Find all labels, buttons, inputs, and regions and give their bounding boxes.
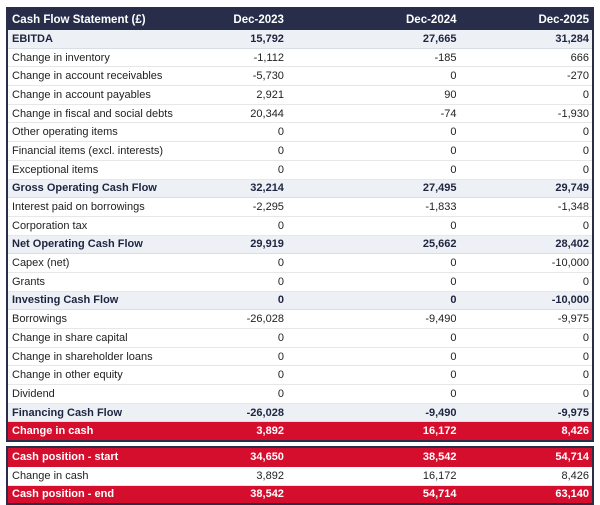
- row-value: 31,284: [460, 30, 593, 48]
- row-value: 29,919: [198, 235, 287, 254]
- row-value: -9,490: [287, 403, 460, 422]
- row-value: 0: [287, 366, 460, 385]
- row-value: 28,402: [460, 235, 593, 254]
- row-value: 0: [460, 347, 593, 366]
- row-label: Cash position - end: [7, 485, 198, 504]
- cash-flow-statement-table: [6, 7, 594, 442]
- row-value: 0: [287, 142, 460, 161]
- cash-flow-rows: [7, 30, 593, 441]
- row-value: 32,214: [198, 179, 287, 198]
- row-value: -9,975: [460, 403, 593, 422]
- row-label: Exceptional items: [7, 160, 198, 179]
- row-value: 2,921: [198, 86, 287, 105]
- row-label: Change in share capital: [7, 329, 198, 348]
- row-value: 0: [198, 160, 287, 179]
- table-row: [7, 160, 593, 179]
- row-label: Grants: [7, 272, 198, 291]
- column-header-dec-2024: Dec-2024: [287, 8, 460, 30]
- row-label: Change in cash: [7, 466, 198, 485]
- row-value: 25,662: [287, 235, 460, 254]
- row-value: 0: [287, 216, 460, 235]
- row-value: -1,833: [287, 198, 460, 217]
- table-row: [7, 447, 593, 466]
- row-value: 0: [460, 86, 593, 105]
- table-row: [7, 310, 593, 329]
- row-value: 8,426: [460, 466, 593, 485]
- row-value: -2,295: [198, 198, 287, 217]
- row-label: Gross Operating Cash Flow: [7, 179, 198, 198]
- row-value: -1,348: [460, 198, 593, 217]
- table-row: [7, 179, 593, 198]
- row-label: Cash position - start: [7, 447, 198, 466]
- cash-position-table: [6, 446, 594, 505]
- row-value: 0: [460, 160, 593, 179]
- row-value: 0: [287, 329, 460, 348]
- row-value: 0: [287, 254, 460, 273]
- row-value: 0: [287, 291, 460, 310]
- row-label: Financing Cash Flow: [7, 403, 198, 422]
- table-row: [7, 123, 593, 142]
- row-value: 34,650: [198, 447, 287, 466]
- table-row: [7, 422, 593, 441]
- row-value: -5,730: [198, 67, 287, 86]
- table-row: [7, 466, 593, 485]
- row-value: 16,172: [287, 422, 460, 441]
- row-label: Change in inventory: [7, 48, 198, 67]
- row-value: 15,792: [198, 30, 287, 48]
- row-label: Net Operating Cash Flow: [7, 235, 198, 254]
- row-label: Change in account receivables: [7, 67, 198, 86]
- row-label: Investing Cash Flow: [7, 291, 198, 310]
- row-value: 90: [287, 86, 460, 105]
- table-row: [7, 86, 593, 105]
- row-label: EBITDA: [7, 30, 198, 48]
- table-row: [7, 67, 593, 86]
- row-value: -10,000: [460, 254, 593, 273]
- row-value: 3,892: [198, 422, 287, 441]
- row-label: Financial items (excl. interests): [7, 142, 198, 161]
- row-value: 54,714: [287, 485, 460, 504]
- row-value: -1,930: [460, 104, 593, 123]
- row-value: 0: [460, 216, 593, 235]
- row-label: Change in shareholder loans: [7, 347, 198, 366]
- table-row: [7, 235, 593, 254]
- table-row: [7, 291, 593, 310]
- row-value: 0: [287, 123, 460, 142]
- table-row: [7, 272, 593, 291]
- row-label: Corporation tax: [7, 216, 198, 235]
- row-value: 0: [287, 272, 460, 291]
- row-value: 0: [460, 142, 593, 161]
- row-value: -26,028: [198, 310, 287, 329]
- row-value: 0: [287, 160, 460, 179]
- row-value: 0: [460, 366, 593, 385]
- row-value: 27,495: [287, 179, 460, 198]
- row-label: Change in fiscal and social debts: [7, 104, 198, 123]
- row-value: 0: [287, 67, 460, 86]
- row-value: 0: [287, 385, 460, 404]
- row-value: 0: [198, 347, 287, 366]
- row-label: Change in other equity: [7, 366, 198, 385]
- row-value: 0: [198, 329, 287, 348]
- table-title: Cash Flow Statement (£): [7, 8, 198, 30]
- row-value: -10,000: [460, 291, 593, 310]
- row-value: 0: [287, 347, 460, 366]
- row-value: 8,426: [460, 422, 593, 441]
- row-value: 666: [460, 48, 593, 67]
- row-value: -74: [287, 104, 460, 123]
- table-row: [7, 403, 593, 422]
- table-row: [7, 485, 593, 504]
- row-value: 0: [198, 123, 287, 142]
- row-value: 0: [198, 385, 287, 404]
- table-row: [7, 48, 593, 67]
- cash-position-rows: [7, 447, 593, 504]
- row-value: 0: [460, 123, 593, 142]
- row-value: 0: [460, 272, 593, 291]
- row-value: 38,542: [287, 447, 460, 466]
- table-row: [7, 347, 593, 366]
- row-value: 63,140: [460, 485, 593, 504]
- row-value: 38,542: [198, 485, 287, 504]
- row-label: Capex (net): [7, 254, 198, 273]
- table-row: [7, 366, 593, 385]
- table-row: [7, 198, 593, 217]
- row-value: 0: [460, 385, 593, 404]
- row-value: 0: [198, 291, 287, 310]
- table-row: [7, 142, 593, 161]
- table-row: [7, 216, 593, 235]
- row-value: 0: [198, 272, 287, 291]
- row-value: -9,490: [287, 310, 460, 329]
- row-value: 20,344: [198, 104, 287, 123]
- row-value: -9,975: [460, 310, 593, 329]
- row-value: 27,665: [287, 30, 460, 48]
- row-label: Change in cash: [7, 422, 198, 441]
- table-row: [7, 104, 593, 123]
- row-value: -270: [460, 67, 593, 86]
- row-label: Interest paid on borrowings: [7, 198, 198, 217]
- row-label: Change in account payables: [7, 86, 198, 105]
- row-value: -26,028: [198, 403, 287, 422]
- row-value: 0: [198, 216, 287, 235]
- table-row: [7, 385, 593, 404]
- row-value: 0: [198, 366, 287, 385]
- table-header: [7, 8, 593, 30]
- row-value: 16,172: [287, 466, 460, 485]
- row-value: 54,714: [460, 447, 593, 466]
- row-label: Other operating items: [7, 123, 198, 142]
- row-value: 0: [198, 254, 287, 273]
- row-value: -185: [287, 48, 460, 67]
- row-value: 29,749: [460, 179, 593, 198]
- row-value: 0: [460, 329, 593, 348]
- row-value: 3,892: [198, 466, 287, 485]
- table-row: [7, 30, 593, 48]
- row-label: Dividend: [7, 385, 198, 404]
- row-label: Borrowings: [7, 310, 198, 329]
- table-row: [7, 329, 593, 348]
- row-value: -1,112: [198, 48, 287, 67]
- column-header-dec-2023: Dec-2023: [198, 8, 287, 30]
- table-row: [7, 254, 593, 273]
- header-row: [7, 8, 593, 30]
- column-header-dec-2025: Dec-2025: [460, 8, 593, 30]
- row-value: 0: [198, 142, 287, 161]
